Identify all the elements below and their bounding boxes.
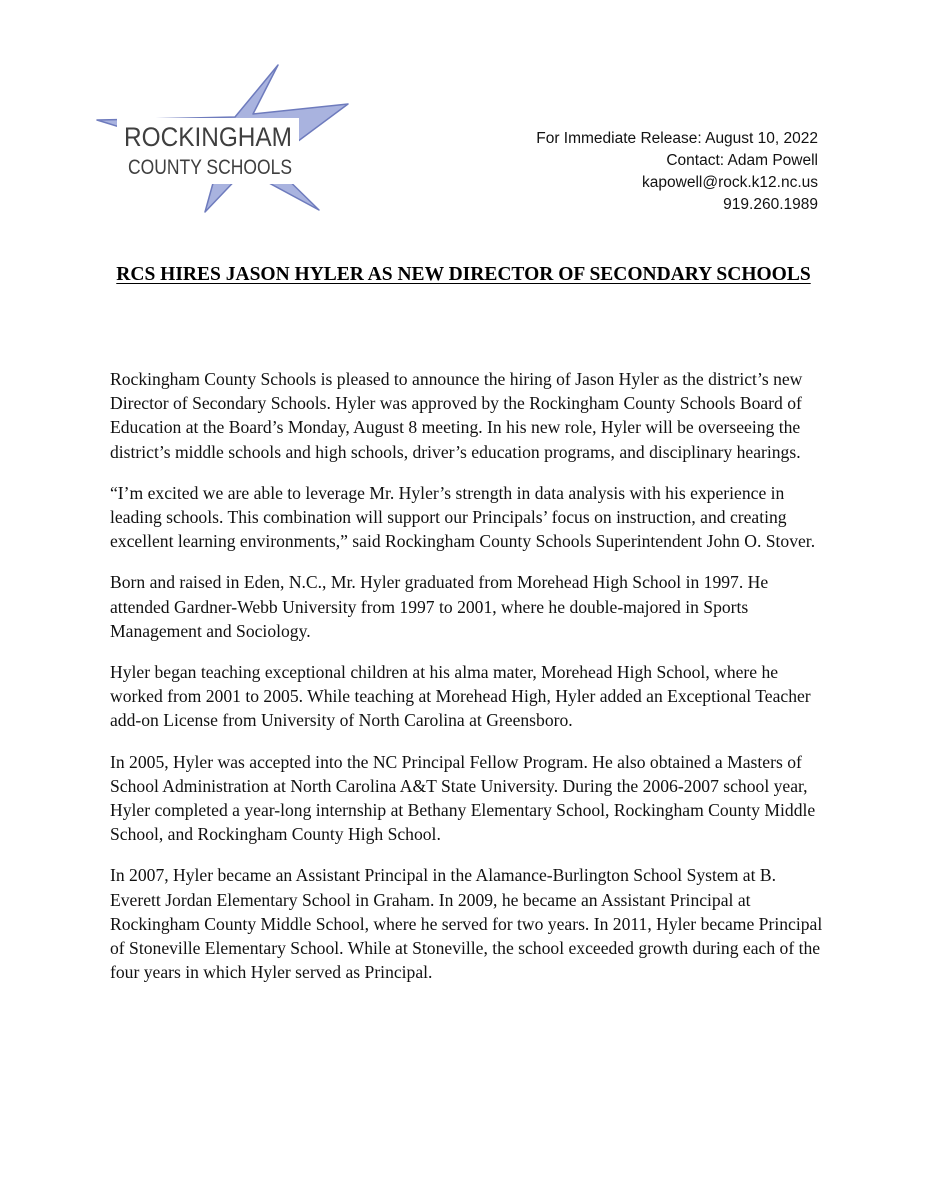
release-date: For Immediate Release: August 10, 2022 xyxy=(536,130,818,147)
logo-line-1: ROCKINGHAM xyxy=(124,122,292,152)
paragraph: Born and raised in Eden, N.C., Mr. Hyler graduated from Morehead High School in 1997. He attended Gardner-Webb University from 1997 to 2001, where he double-majored in Sports Management and Sociology. xyxy=(110,572,769,641)
rockingham-county-schools-logo xyxy=(95,62,355,220)
paragraph: In 2007, Hyler became an Assistant Principal in the Alamance-Burlington School System at B. Everett Jordan Elementary School in Graham. In 2009, he became an Assistant Principal at Rockingham County Middle School, where he served for two years. In 2011, Hyler became Principal of Stoneville Elementary School. While at Stoneville, the school exceeded growth during each of the four years in which Hyler served as Principal. xyxy=(110,865,823,983)
paragraph: “I’m excited we are able to leverage Mr. Hyler’s strength in data analysis with his experience in leading schools. This combination will support our Principals’ focus on instruction, and creating excellent learning environments,” said Rockingham County Schools Superintendent John O. Stover. xyxy=(110,482,816,552)
paragraph: Rockingham County Schools is pleased to announce the hiring of Jason Hyler as the district’s new Director of Secondary Schools. Hyler was approved by the Rockingham County Schools Board of Education at the Board’s Monday, August 8 meeting. In his new role, Hyler will be overseeing the district’s middle schools and high schools, driver’s education programs, and disciplinary hearings. xyxy=(110,369,803,462)
contact-email[interactable]: kapowell@rock.k12.nc.us xyxy=(642,174,818,191)
contact-block xyxy=(536,128,818,216)
contact-phone: 919.260.1989 xyxy=(723,196,818,213)
article-body xyxy=(110,367,830,1001)
paragraph: Hyler began teaching exceptional children at his alma mater, Morehead High School, where he worked from 2001 to 2005. While teaching at Morehead High, Hyler added an Exceptional Teacher add-on License from University of North Carolina at Greensboro. xyxy=(110,662,811,731)
logo-line-2: COUNTY SCHOOLS xyxy=(128,156,292,179)
contact-name: Contact: Adam Powell xyxy=(666,152,818,169)
headline: RCS HIRES JASON HYLER AS NEW DIRECTOR OF SECONDARY SCHOOLS xyxy=(116,264,811,285)
paragraph: In 2005, Hyler was accepted into the NC Principal Fellow Program. He also obtained a Masters of School Administration at North Carolina A&T State University. During the 2006-2007 school year, Hyler completed a year-long internship at Bethany Elementary School, Rockingham County Middle School, and Rockingham County High School. xyxy=(110,751,816,845)
